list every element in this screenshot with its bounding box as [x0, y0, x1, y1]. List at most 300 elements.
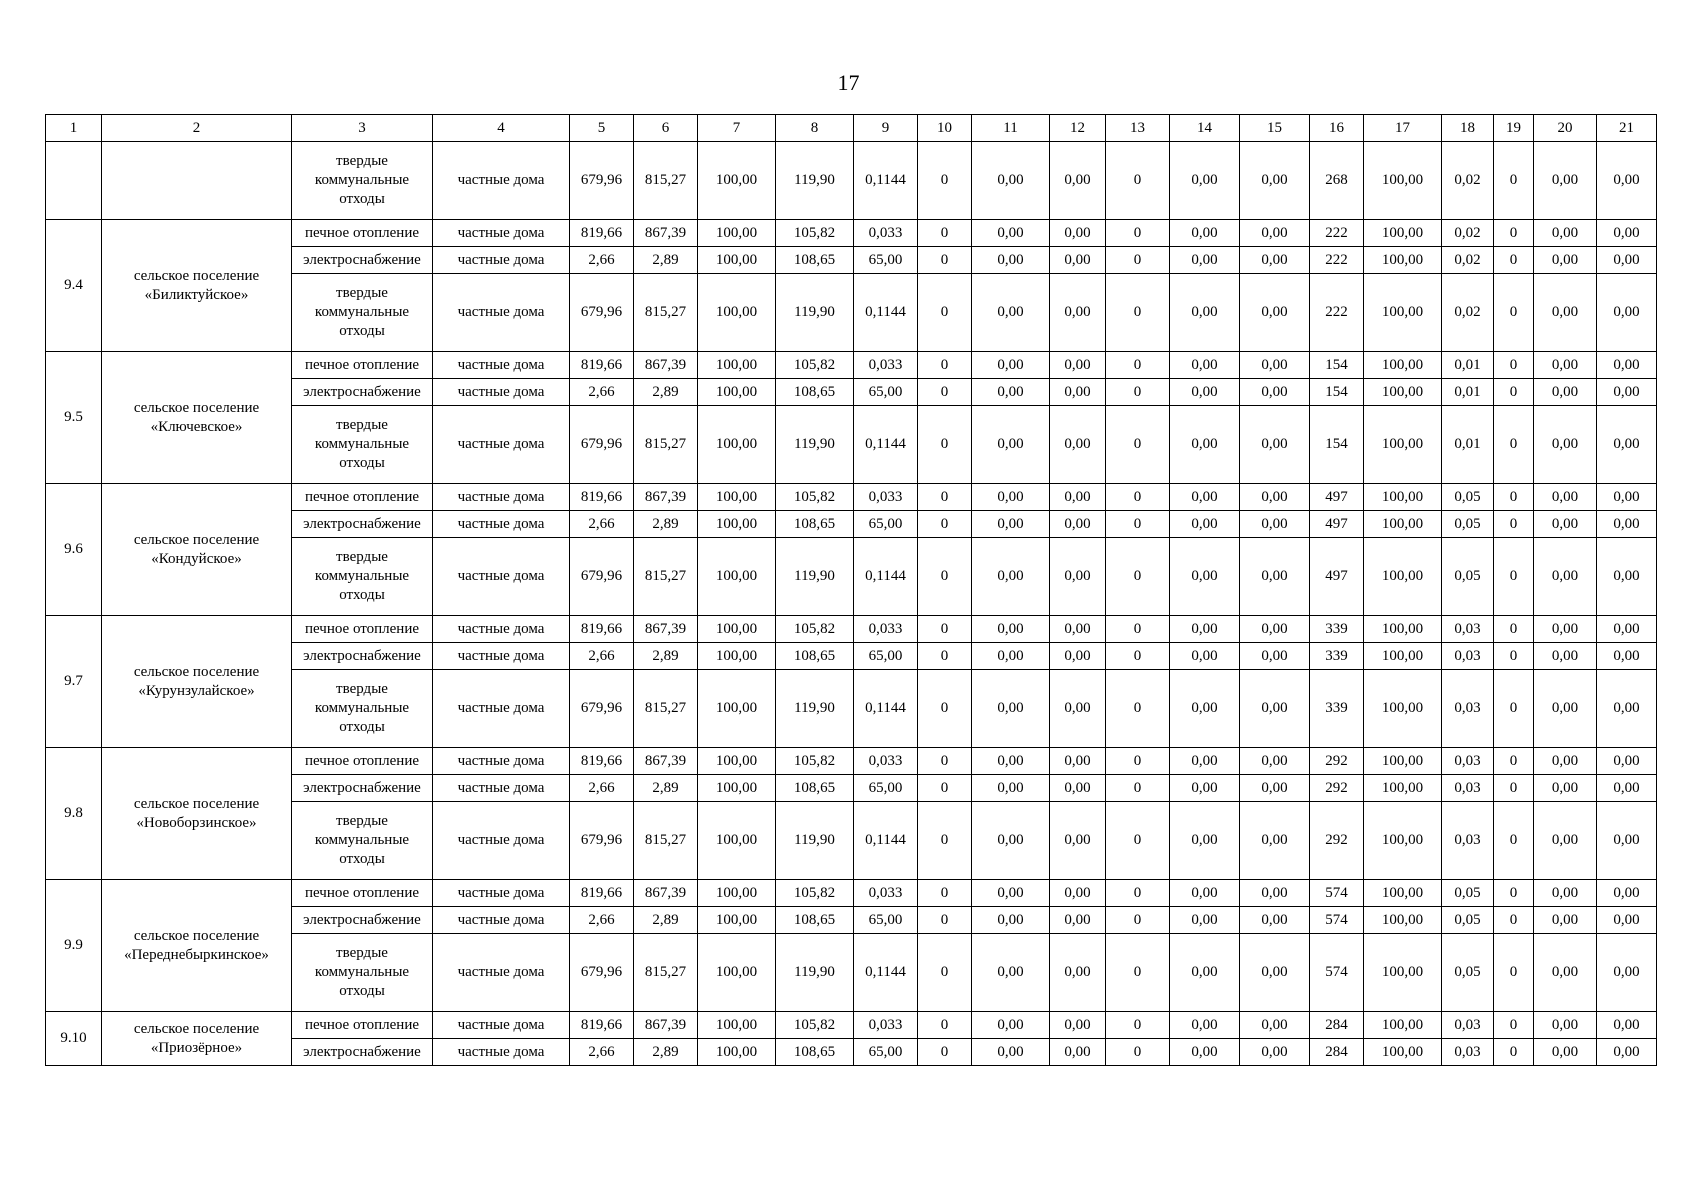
table-cell: 0 [1494, 379, 1534, 406]
table-cell: 100,00 [1364, 1039, 1442, 1066]
table-cell: 2,89 [634, 379, 698, 406]
table-cell: 0 [1106, 142, 1170, 220]
table-cell: 0 [1106, 538, 1170, 616]
table-cell: 100,00 [1364, 142, 1442, 220]
table-cell: 100,00 [1364, 670, 1442, 748]
table-cell: 0,00 [972, 274, 1050, 352]
table-cell: 0,00 [1170, 484, 1240, 511]
table-cell: 819,66 [570, 484, 634, 511]
table-cell: 65,00 [854, 247, 918, 274]
table-cell: 0,00 [1597, 934, 1657, 1012]
table-cell: 108,65 [776, 511, 854, 538]
table-cell: 0 [1106, 802, 1170, 880]
table-cell: 0,1144 [854, 538, 918, 616]
table-cell: 815,27 [634, 142, 698, 220]
table-cell: 0,00 [1534, 379, 1597, 406]
table-cell: 0 [918, 484, 972, 511]
table-cell: 0,00 [1597, 379, 1657, 406]
table-cell: 65,00 [854, 1039, 918, 1066]
header-cell: 9 [854, 115, 918, 142]
table-cell: 2,89 [634, 907, 698, 934]
table-cell: 222 [1310, 274, 1364, 352]
table-cell: 0 [918, 406, 972, 484]
table-cell: 0 [918, 643, 972, 670]
table-cell: 0,00 [1170, 142, 1240, 220]
table-cell: 0,00 [1597, 142, 1657, 220]
table-cell: 0,00 [1240, 142, 1310, 220]
row-number: 9.7 [46, 616, 102, 748]
row-number [46, 142, 102, 220]
table-cell: 0,02 [1442, 274, 1494, 352]
table-cell: 0,00 [1534, 274, 1597, 352]
table-cell: 105,82 [776, 748, 854, 775]
table-cell: 0 [1106, 1039, 1170, 1066]
table-cell: 0 [918, 142, 972, 220]
table-cell: 0,1144 [854, 670, 918, 748]
row-number: 9.10 [46, 1012, 102, 1066]
table-cell: 292 [1310, 802, 1364, 880]
table-cell: 0,00 [1534, 511, 1597, 538]
table-cell: 100,00 [698, 880, 776, 907]
table-cell: 0,1144 [854, 274, 918, 352]
table-cell: 0,00 [1534, 1012, 1597, 1039]
table-cell: 0,00 [1597, 1012, 1657, 1039]
table-cell: 0,00 [1170, 907, 1240, 934]
row-number: 9.4 [46, 220, 102, 352]
table-cell: 0,00 [1050, 670, 1106, 748]
settlement-name: сельское поселение «Переднебыркинское» [102, 880, 292, 1012]
table-cell: 0 [1106, 934, 1170, 1012]
table-cell: 0 [918, 538, 972, 616]
table-cell: 65,00 [854, 907, 918, 934]
table-cell: 0,03 [1442, 643, 1494, 670]
table-cell: 0,00 [1170, 352, 1240, 379]
table-cell: 0,00 [1597, 274, 1657, 352]
table-cell: 154 [1310, 379, 1364, 406]
resource-type: печное отопление [292, 220, 433, 247]
table-cell: 867,39 [634, 484, 698, 511]
table-cell: 105,82 [776, 616, 854, 643]
table-cell: 0,00 [1170, 511, 1240, 538]
table-cell: 0,00 [1050, 538, 1106, 616]
table-cell: 222 [1310, 220, 1364, 247]
table-cell: 0,00 [1050, 616, 1106, 643]
table-cell: 0,00 [972, 379, 1050, 406]
table-cell: 0,00 [972, 616, 1050, 643]
table-cell: 100,00 [1364, 748, 1442, 775]
table-cell: 0,00 [972, 484, 1050, 511]
table-cell: 0 [1494, 1039, 1534, 1066]
table-cell: 679,96 [570, 406, 634, 484]
table-cell: 0,02 [1442, 220, 1494, 247]
housing-type: частные дома [433, 352, 570, 379]
table-cell: 0,01 [1442, 406, 1494, 484]
table-cell: 819,66 [570, 352, 634, 379]
table-cell: 0,00 [1534, 802, 1597, 880]
table-cell: 0,05 [1442, 907, 1494, 934]
table-cell: 0,00 [972, 538, 1050, 616]
housing-type: частные дома [433, 748, 570, 775]
resource-type: твердые коммунальные отходы [292, 802, 433, 880]
table-cell: 65,00 [854, 643, 918, 670]
table-cell: 65,00 [854, 511, 918, 538]
table-row [46, 616, 1657, 643]
table-cell: 0,00 [1050, 880, 1106, 907]
table-cell: 0,00 [1597, 907, 1657, 934]
table-cell: 2,66 [570, 1039, 634, 1066]
header-cell: 1 [46, 115, 102, 142]
header-cell: 21 [1597, 115, 1657, 142]
table-cell: 0,00 [1240, 1012, 1310, 1039]
table-cell: 0,00 [1170, 643, 1240, 670]
table-cell: 0,033 [854, 220, 918, 247]
table-cell: 0,00 [1240, 247, 1310, 274]
table-cell: 0,00 [1534, 934, 1597, 1012]
table-cell: 0,00 [1050, 511, 1106, 538]
table-cell: 0,00 [972, 406, 1050, 484]
table-cell: 105,82 [776, 352, 854, 379]
table-cell: 0,00 [972, 670, 1050, 748]
resource-type: твердые коммунальные отходы [292, 934, 433, 1012]
table-row [46, 220, 1657, 247]
table-cell: 2,89 [634, 511, 698, 538]
table-cell: 815,27 [634, 406, 698, 484]
housing-type: частные дома [433, 880, 570, 907]
table-cell: 2,89 [634, 247, 698, 274]
housing-type: частные дома [433, 907, 570, 934]
housing-type: частные дома [433, 1039, 570, 1066]
table-cell: 679,96 [570, 934, 634, 1012]
table-cell: 0,00 [1597, 802, 1657, 880]
table-cell: 0 [1494, 934, 1534, 1012]
table-cell: 0,00 [1597, 748, 1657, 775]
table-cell: 0,00 [1240, 274, 1310, 352]
table-cell: 0,00 [1050, 802, 1106, 880]
table-cell: 0,00 [1597, 247, 1657, 274]
table-cell: 2,66 [570, 379, 634, 406]
table-cell: 0 [918, 1012, 972, 1039]
table-cell: 0,00 [1050, 907, 1106, 934]
table-cell: 0,033 [854, 748, 918, 775]
table-row [46, 484, 1657, 511]
table-cell: 867,39 [634, 748, 698, 775]
table-cell: 0,033 [854, 1012, 918, 1039]
table-cell: 100,00 [1364, 907, 1442, 934]
housing-type: частные дома [433, 379, 570, 406]
table-cell: 2,89 [634, 1039, 698, 1066]
table-cell: 100,00 [1364, 1012, 1442, 1039]
table-cell: 0 [1106, 907, 1170, 934]
table-cell: 679,96 [570, 538, 634, 616]
table-cell: 108,65 [776, 775, 854, 802]
resource-type: электроснабжение [292, 775, 433, 802]
resource-type: электроснабжение [292, 379, 433, 406]
table-cell: 0,00 [1170, 802, 1240, 880]
table-cell: 119,90 [776, 670, 854, 748]
table-cell: 0 [918, 220, 972, 247]
table-cell: 0,00 [1240, 616, 1310, 643]
table-cell: 100,00 [1364, 511, 1442, 538]
table-cell: 0,00 [1597, 643, 1657, 670]
table-cell: 0,00 [1534, 406, 1597, 484]
table-cell: 0,00 [1170, 220, 1240, 247]
table-cell: 0,05 [1442, 934, 1494, 1012]
row-number: 9.8 [46, 748, 102, 880]
table-cell: 0 [1494, 220, 1534, 247]
table-cell: 339 [1310, 643, 1364, 670]
housing-type: частные дома [433, 511, 570, 538]
housing-type: частные дома [433, 538, 570, 616]
table-cell: 339 [1310, 616, 1364, 643]
table-cell: 0 [1494, 670, 1534, 748]
table-cell: 100,00 [698, 616, 776, 643]
table-cell: 0,033 [854, 880, 918, 907]
table-cell: 100,00 [698, 907, 776, 934]
table-cell: 679,96 [570, 274, 634, 352]
table-cell: 119,90 [776, 538, 854, 616]
table-cell: 0 [918, 274, 972, 352]
table-cell: 105,82 [776, 220, 854, 247]
table-cell: 0,00 [1240, 670, 1310, 748]
table-cell: 0,03 [1442, 616, 1494, 643]
table-cell: 815,27 [634, 274, 698, 352]
header-cell: 13 [1106, 115, 1170, 142]
table-cell: 0,00 [1050, 274, 1106, 352]
table-cell: 0,00 [972, 880, 1050, 907]
table-cell: 2,66 [570, 775, 634, 802]
table-cell: 100,00 [1364, 220, 1442, 247]
table-cell: 0 [1106, 880, 1170, 907]
table-cell: 0 [918, 880, 972, 907]
housing-type: частные дома [433, 220, 570, 247]
housing-type: частные дома [433, 406, 570, 484]
table-cell: 0,00 [1597, 1039, 1657, 1066]
table-cell: 0,00 [1597, 484, 1657, 511]
table-cell: 819,66 [570, 220, 634, 247]
table-cell: 0,00 [1240, 220, 1310, 247]
table-cell: 0,03 [1442, 775, 1494, 802]
table-cell: 222 [1310, 247, 1364, 274]
settlement-name: сельское поселение «Ключевское» [102, 352, 292, 484]
table-cell: 0 [1106, 748, 1170, 775]
table-cell: 0,00 [1597, 220, 1657, 247]
header-cell: 5 [570, 115, 634, 142]
table-row [46, 352, 1657, 379]
table-cell: 108,65 [776, 643, 854, 670]
table-cell: 0,00 [1050, 220, 1106, 247]
table-cell: 2,89 [634, 643, 698, 670]
table-cell: 2,89 [634, 775, 698, 802]
header-cell: 14 [1170, 115, 1240, 142]
table-cell: 108,65 [776, 247, 854, 274]
table-cell: 0 [1106, 484, 1170, 511]
table-cell: 0,00 [972, 247, 1050, 274]
header-cell: 6 [634, 115, 698, 142]
table-cell: 119,90 [776, 406, 854, 484]
table-cell: 0,00 [1240, 907, 1310, 934]
table-cell: 0,03 [1442, 802, 1494, 880]
table-cell: 100,00 [1364, 484, 1442, 511]
table-cell: 0,05 [1442, 880, 1494, 907]
row-number: 9.5 [46, 352, 102, 484]
table-cell: 119,90 [776, 802, 854, 880]
table-cell: 0 [1494, 484, 1534, 511]
header-cell: 18 [1442, 115, 1494, 142]
table-cell: 0 [1106, 379, 1170, 406]
table-cell: 100,00 [1364, 406, 1442, 484]
housing-type: частные дома [433, 775, 570, 802]
table-cell: 100,00 [1364, 352, 1442, 379]
table-cell: 0,03 [1442, 1012, 1494, 1039]
table-cell: 0 [918, 907, 972, 934]
table-cell: 497 [1310, 484, 1364, 511]
table-cell: 108,65 [776, 379, 854, 406]
table-cell: 0,00 [972, 643, 1050, 670]
table-cell: 0,00 [1534, 247, 1597, 274]
resource-type: печное отопление [292, 880, 433, 907]
table-cell: 0 [918, 775, 972, 802]
table-cell: 497 [1310, 538, 1364, 616]
table-cell: 268 [1310, 142, 1364, 220]
table-cell: 0,1144 [854, 406, 918, 484]
table-cell: 0,00 [1050, 247, 1106, 274]
table-cell: 0 [1494, 907, 1534, 934]
table-cell: 574 [1310, 934, 1364, 1012]
table-cell: 679,96 [570, 142, 634, 220]
housing-type: частные дома [433, 1012, 570, 1039]
table-cell: 100,00 [1364, 616, 1442, 643]
table-cell: 0,00 [1240, 406, 1310, 484]
resource-type: печное отопление [292, 484, 433, 511]
settlement-name [102, 142, 292, 220]
table-cell: 0,00 [972, 748, 1050, 775]
table-cell: 867,39 [634, 1012, 698, 1039]
table-cell: 0 [1494, 880, 1534, 907]
table-row [46, 880, 1657, 907]
table-cell: 815,27 [634, 538, 698, 616]
housing-type: частные дома [433, 616, 570, 643]
table-cell: 0,00 [1050, 934, 1106, 1012]
resource-type: электроснабжение [292, 511, 433, 538]
table-cell: 0,00 [1534, 220, 1597, 247]
table-cell: 0,05 [1442, 484, 1494, 511]
table-cell: 0,00 [1240, 379, 1310, 406]
header-cell: 17 [1364, 115, 1442, 142]
header-cell: 11 [972, 115, 1050, 142]
table-cell: 100,00 [698, 352, 776, 379]
table-cell: 100,00 [1364, 538, 1442, 616]
table-cell: 100,00 [698, 802, 776, 880]
header-cell: 19 [1494, 115, 1534, 142]
table-cell: 100,00 [1364, 247, 1442, 274]
table-cell: 100,00 [698, 775, 776, 802]
table-cell: 339 [1310, 670, 1364, 748]
header-cell: 8 [776, 115, 854, 142]
table-cell: 0,00 [1050, 379, 1106, 406]
table-cell: 815,27 [634, 670, 698, 748]
table-cell: 0,1144 [854, 142, 918, 220]
table-cell: 292 [1310, 748, 1364, 775]
table-cell: 867,39 [634, 616, 698, 643]
table-cell: 100,00 [1364, 643, 1442, 670]
table-cell: 815,27 [634, 802, 698, 880]
header-cell: 4 [433, 115, 570, 142]
table-cell: 100,00 [698, 484, 776, 511]
table-cell: 0,00 [1597, 406, 1657, 484]
table-cell: 0,00 [1170, 1039, 1240, 1066]
table-cell: 154 [1310, 352, 1364, 379]
table-cell: 0,00 [1597, 538, 1657, 616]
table-cell: 0,1144 [854, 802, 918, 880]
table-cell: 0 [918, 934, 972, 1012]
table-cell: 0,00 [1240, 538, 1310, 616]
table-cell: 119,90 [776, 934, 854, 1012]
table-cell: 0,00 [1534, 538, 1597, 616]
table-cell: 0,03 [1442, 670, 1494, 748]
table-cell: 100,00 [1364, 379, 1442, 406]
resource-type: твердые коммунальные отходы [292, 538, 433, 616]
housing-type: частные дома [433, 934, 570, 1012]
table-cell: 0,00 [1534, 484, 1597, 511]
table-cell: 119,90 [776, 142, 854, 220]
table-cell: 0,00 [1534, 907, 1597, 934]
table-cell: 2,66 [570, 643, 634, 670]
table-cell: 2,66 [570, 247, 634, 274]
table-cell: 0 [1494, 352, 1534, 379]
housing-type: частные дома [433, 142, 570, 220]
table-cell: 105,82 [776, 1012, 854, 1039]
table-cell: 0,00 [972, 802, 1050, 880]
table-cell: 0,00 [1170, 1012, 1240, 1039]
table-cell: 100,00 [1364, 880, 1442, 907]
table-cell: 0,00 [972, 1012, 1050, 1039]
table-cell: 0 [1494, 142, 1534, 220]
table-cell: 819,66 [570, 616, 634, 643]
table-cell: 0,00 [1534, 643, 1597, 670]
table-cell: 0,00 [972, 220, 1050, 247]
table-cell: 0 [1106, 1012, 1170, 1039]
table-cell: 0,00 [1534, 880, 1597, 907]
table-cell: 0,00 [1597, 616, 1657, 643]
row-number: 9.6 [46, 484, 102, 616]
table-cell: 100,00 [698, 142, 776, 220]
table-cell: 0,00 [1170, 934, 1240, 1012]
table-cell: 0,00 [1050, 1012, 1106, 1039]
table-cell: 0,00 [1050, 352, 1106, 379]
table-cell: 0 [918, 670, 972, 748]
table-cell: 0,05 [1442, 511, 1494, 538]
table-cell: 819,66 [570, 1012, 634, 1039]
table-cell: 0 [918, 511, 972, 538]
resource-type: печное отопление [292, 352, 433, 379]
table-cell: 867,39 [634, 352, 698, 379]
table-cell: 0 [1494, 643, 1534, 670]
table-cell: 100,00 [1364, 274, 1442, 352]
table-cell: 108,65 [776, 907, 854, 934]
table-cell: 0,00 [1534, 352, 1597, 379]
table-cell: 100,00 [698, 220, 776, 247]
table-cell: 0,00 [972, 934, 1050, 1012]
table-cell: 0,00 [1170, 538, 1240, 616]
table-cell: 0 [1106, 352, 1170, 379]
table-cell: 0,00 [1170, 274, 1240, 352]
table-cell: 0,00 [1170, 406, 1240, 484]
page-number: 17 [837, 70, 860, 95]
header-cell: 20 [1534, 115, 1597, 142]
resource-type: электроснабжение [292, 1039, 433, 1066]
table-cell: 0,00 [1597, 880, 1657, 907]
table-cell: 100,00 [1364, 775, 1442, 802]
